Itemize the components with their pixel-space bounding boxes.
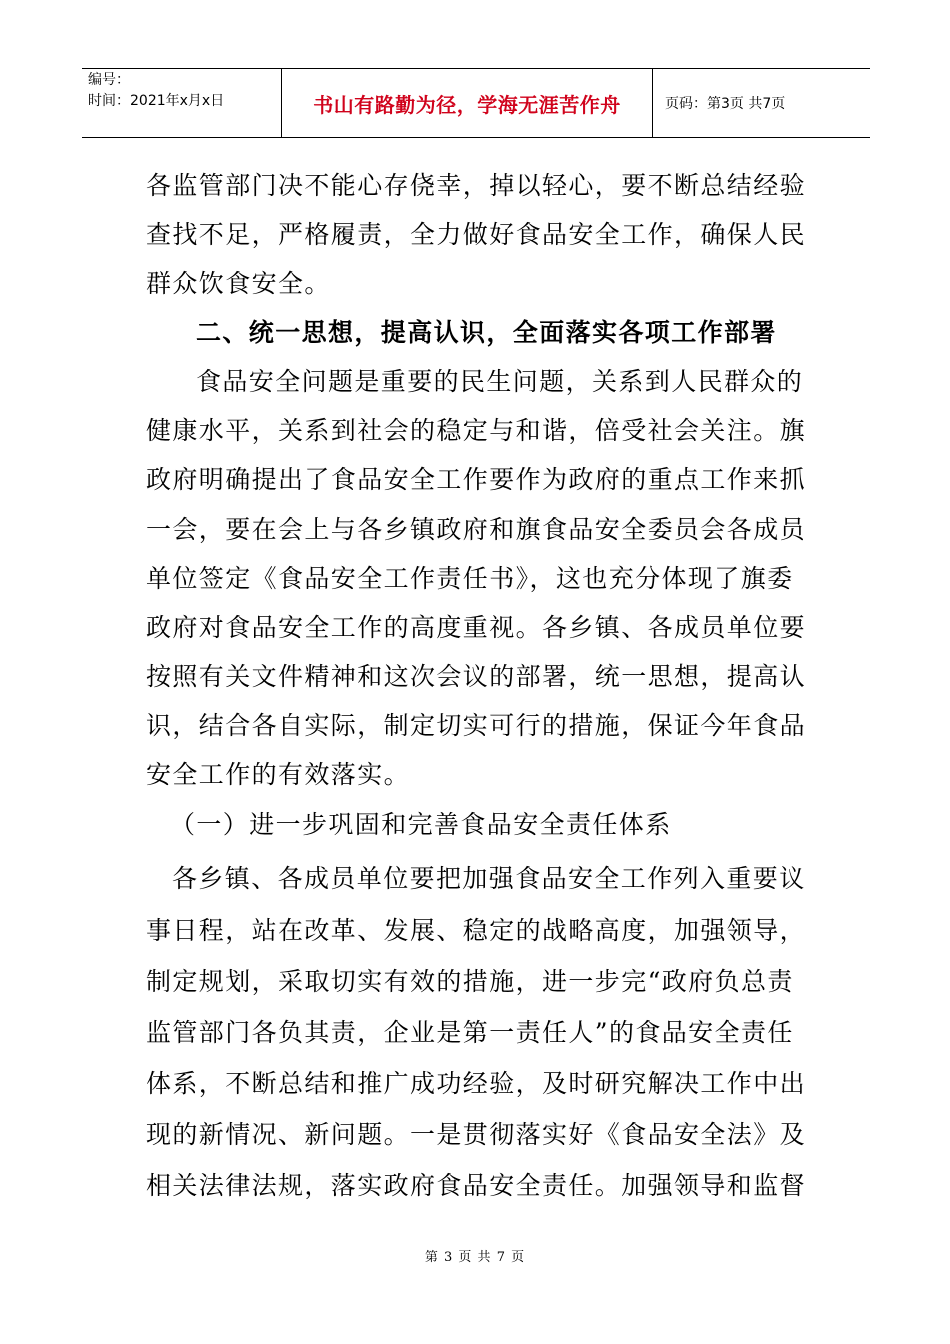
body-line: 食品安全问题是重要的民生问题，关系到人民群众的 <box>196 367 804 396</box>
header-page-cell <box>653 69 870 137</box>
header-page-number: 页码：第3页 共7页 <box>665 96 786 112</box>
header-meta-cell <box>82 69 282 137</box>
body-line: 现的新情况、新问题。一是贯彻落实好《食品安全法》及 <box>146 1120 806 1149</box>
header-motto-cell <box>282 69 653 137</box>
body-line: 各乡镇、各成员单位要把加强食品安全工作列入重要议 <box>172 864 806 893</box>
section-heading: 二、统一思想，提高认识，全面落实各项工作部署 <box>196 318 777 347</box>
document-date-label: 时间：2021年x月x日 <box>88 93 225 109</box>
document-number-label: 编号： <box>88 72 130 88</box>
body-line: 体系，不断总结和推广成功经验，及时研究解决工作中出 <box>146 1069 806 1098</box>
body-line: 单位签定《食品安全工作责任书》，这也充分体现了旗委 <box>146 564 794 593</box>
body-line: 监管部门各负其责，企业是第一责任人”的食品安全责任 <box>146 1018 794 1047</box>
body-line: 健康水平，关系到社会的稳定与和谐，倍受社会关注。旗 <box>146 416 806 445</box>
body-line: 事日程，站在改革、发展、稳定的战略高度，加强领导， <box>146 916 806 945</box>
body-line: 安全工作的有效落实。 <box>146 760 411 789</box>
subsection-heading: （一）进一步巩固和完善食品安全责任体系 <box>170 810 672 839</box>
page-header <box>82 68 870 138</box>
body-line: 按照有关文件精神和这次会议的部署，统一思想，提高认 <box>146 662 806 691</box>
body-line: 制定规划，采取切实有效的措施，进一步完“政府负总责 <box>146 967 794 996</box>
body-line: 政府明确提出了食品安全工作要作为政府的重点工作来抓 <box>146 465 806 494</box>
body-line: 查找不足，严格履责，全力做好食品安全工作，确保人民 <box>146 220 806 249</box>
body-line: 各监管部门决不能心存侥幸，掉以轻心，要不断总结经验 <box>146 171 806 200</box>
body-line: 一会，要在会上与各乡镇政府和旗食品安全委员会各成员 <box>146 515 806 544</box>
body-line: 相关法律法规，落实政府食品安全责任。加强领导和监督 <box>146 1171 806 1200</box>
body-line: 政府对食品安全工作的高度重视。各乡镇、各成员单位要 <box>146 613 806 642</box>
body-line: 群众饮食安全。 <box>146 269 331 298</box>
header-motto: 书山有路勤为径，学海无涯苦作舟 <box>313 92 621 117</box>
page-footer: 第 3 页 共 7 页 <box>424 1250 526 1265</box>
body-line: 识，结合各自实际，制定切实可行的措施，保证今年食品 <box>146 711 806 740</box>
